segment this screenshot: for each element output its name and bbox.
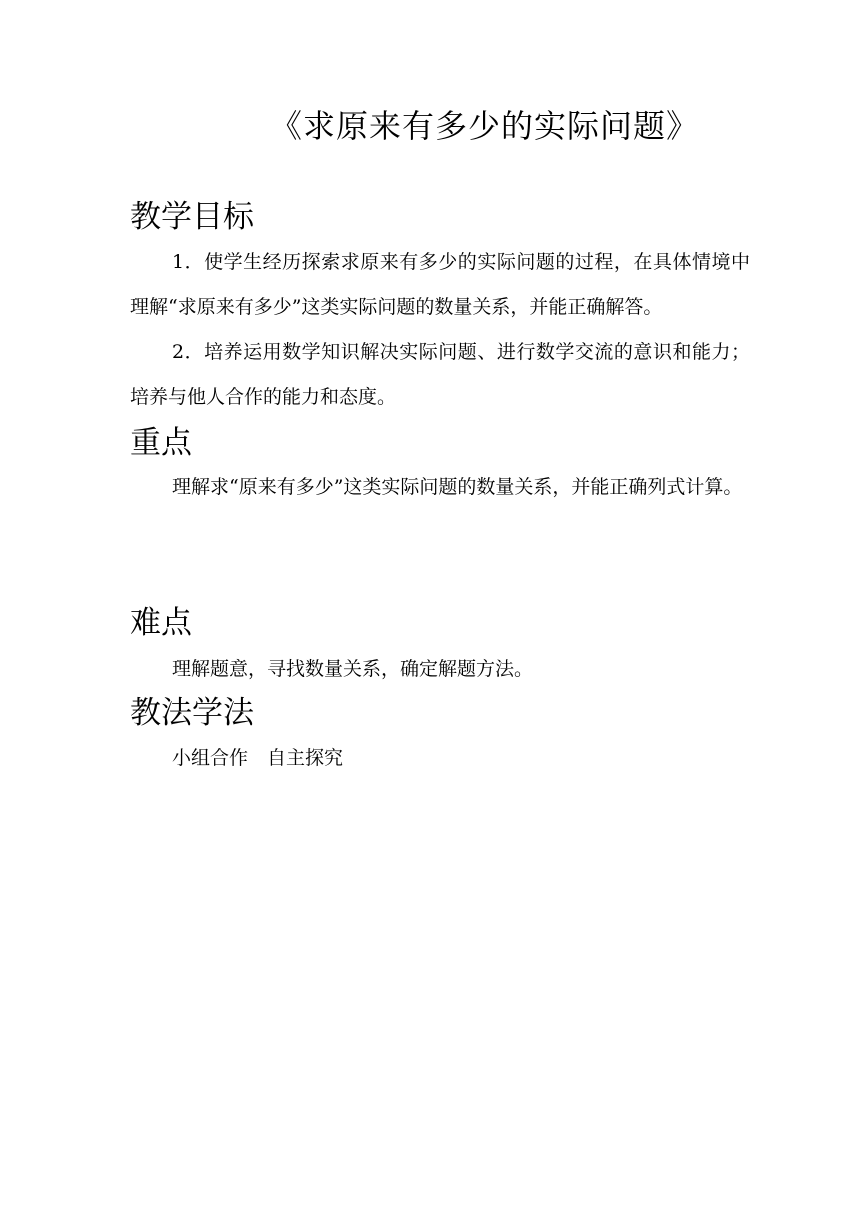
difficulty-text: 理解题意，寻找数量关系，确定解题方法。 [172, 658, 534, 680]
teaching-goal-item-2: 2．培养运用数学知识解决实际问题、进行数学交流的意识和能力；培养与他人合作的能力和态度。 [130, 341, 750, 408]
section-heading-difficulty: 难点 [130, 605, 192, 641]
section-heading-methods: 教法学法 [130, 695, 254, 731]
methods-text: 小组合作 自主探究 [172, 747, 344, 769]
teaching-goal-item-1: 1．使学生经历探索求原来有多少的实际问题的过程，在具体情境中理解“求原来有多少”这类实际问题的数量关系，并能正确解答。 [130, 251, 750, 318]
section-heading-teaching-goals: 教学目标 [130, 199, 254, 235]
key-point-text: 理解求“原来有多少”这类实际问题的数量关系，并能正确列式计算。 [172, 476, 743, 498]
document-title: 《求原来有多少的实际问题》 [270, 107, 700, 145]
section-heading-key-point: 重点 [130, 425, 192, 461]
